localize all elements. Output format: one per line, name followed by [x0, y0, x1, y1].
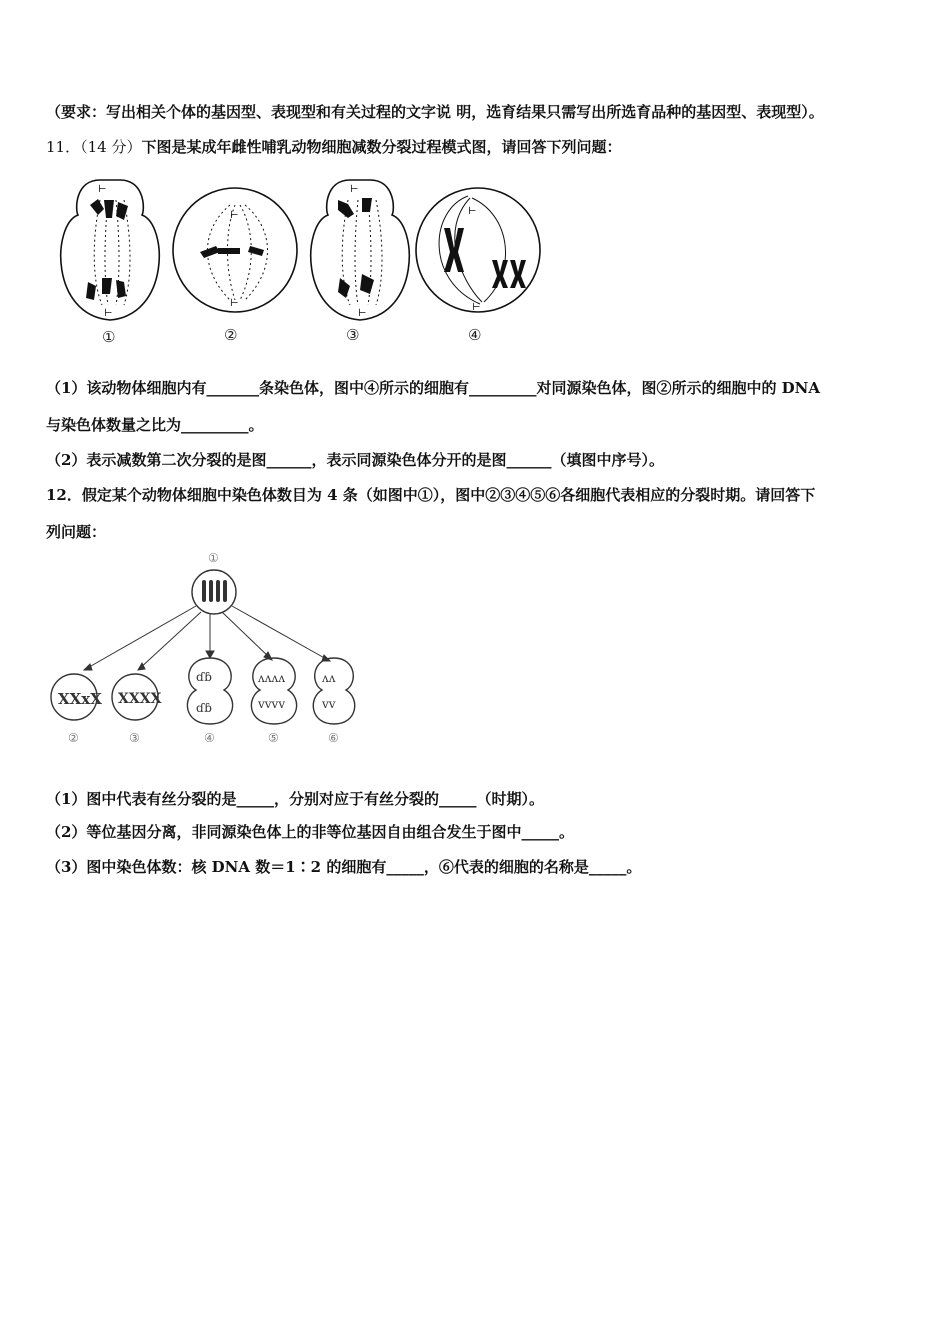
q11-score: （14 分）: [80, 138, 142, 156]
svg-text:⊢: ⊢: [472, 302, 481, 313]
q12-label-5: ⑤: [268, 731, 279, 745]
q12-cell-5: [251, 658, 296, 724]
q12-label-6: ⑥: [328, 731, 339, 745]
q12-sub1: （1）图中代表有丝分裂的是_____，分别对应于有丝分裂的_____（时期）。: [46, 790, 544, 808]
q11-cell-1: [61, 180, 160, 320]
q11-sub1-line2: 与染色体数量之比为_________。: [46, 416, 264, 434]
svg-text:vv: vv: [322, 697, 336, 711]
svg-text:⊢: ⊢: [350, 184, 359, 195]
q11-cell-2: [173, 188, 297, 312]
q11-stem: 下图是某成年雌性哺乳动物细胞减数分裂过程模式图，请回答下列问题：: [141, 138, 622, 156]
svg-text:ɗɓ: ɗɓ: [196, 701, 212, 715]
q12-sub3: （3）图中染色体数：核 DNA 数＝1∶2 的细胞有_____，⑥代表的细胞的名称是_____。: [46, 858, 642, 876]
q12-cell-3: [112, 674, 162, 720]
svg-text:⊢: ⊢: [104, 308, 113, 319]
q11-cell-4: [416, 188, 540, 313]
q12-label-3: ③: [129, 731, 140, 745]
svg-text:⊢: ⊢: [468, 206, 477, 217]
svg-text:⊢: ⊢: [358, 308, 367, 319]
q12-cell-4: [187, 658, 232, 724]
q12-label-1: ①: [208, 551, 219, 565]
svg-text:ʌʌʌʌ: ʌʌʌʌ: [258, 671, 286, 685]
svg-text:XXxX: XXxX: [58, 690, 102, 708]
q12-cell-1: [192, 570, 236, 614]
q12-label-2: ②: [68, 731, 79, 745]
svg-text:⊢: ⊢: [230, 210, 239, 221]
q12-label-4: ④: [204, 731, 215, 745]
q11-label-1: ①: [102, 328, 116, 346]
q11-sub1-line1: （1）该动物体细胞内有_______条染色体，图中④所示的细胞有_________对同源染色体，图②所示的细胞中的 DNA: [46, 379, 821, 397]
q11-label-3: ③: [346, 326, 360, 344]
q11-meiosis-figure: [40, 170, 560, 350]
q12-sub2: （2）等位基因分离，非同源染色体上的非等位基因自由组合发生于图中_____。: [46, 823, 574, 841]
q11-label-2: ②: [224, 326, 238, 344]
q11-stem-line: [46, 137, 916, 157]
svg-text:ɗɓ: ɗɓ: [196, 670, 212, 684]
q12-stem-line1: 12．假定某个动物体细胞中染色体数目为 4 条（如图中①），图中②③④⑤⑥各细胞代表相应的分裂时期。请回答下: [46, 486, 816, 504]
q12-stem-line2: 列问题：: [46, 523, 107, 541]
svg-text:XXXX: XXXX: [118, 691, 162, 707]
q11-label-4: ④: [468, 326, 482, 344]
q12-cell-6: [313, 658, 354, 724]
svg-text:vvvv: vvvv: [258, 697, 286, 711]
q12-cell-2: [51, 674, 102, 720]
svg-text:⊢: ⊢: [230, 298, 239, 309]
q12-division-tree-figure: [46, 548, 376, 748]
requirement-note: （要求：写出相关个体的基因型、表现型和有关过程的文字说 明，选育结果只需写出所选育品种的基因型、表现型）。: [46, 103, 824, 121]
svg-text:⊢: ⊢: [98, 184, 107, 195]
q11-number: 11．: [46, 138, 81, 156]
svg-text:ʌʌ: ʌʌ: [322, 671, 336, 685]
q11-sub2: （2）表示减数第二次分裂的是图______，表示同源染色体分开的是图______（填图中序号）。: [46, 451, 664, 469]
q11-cell-3: [311, 180, 410, 320]
